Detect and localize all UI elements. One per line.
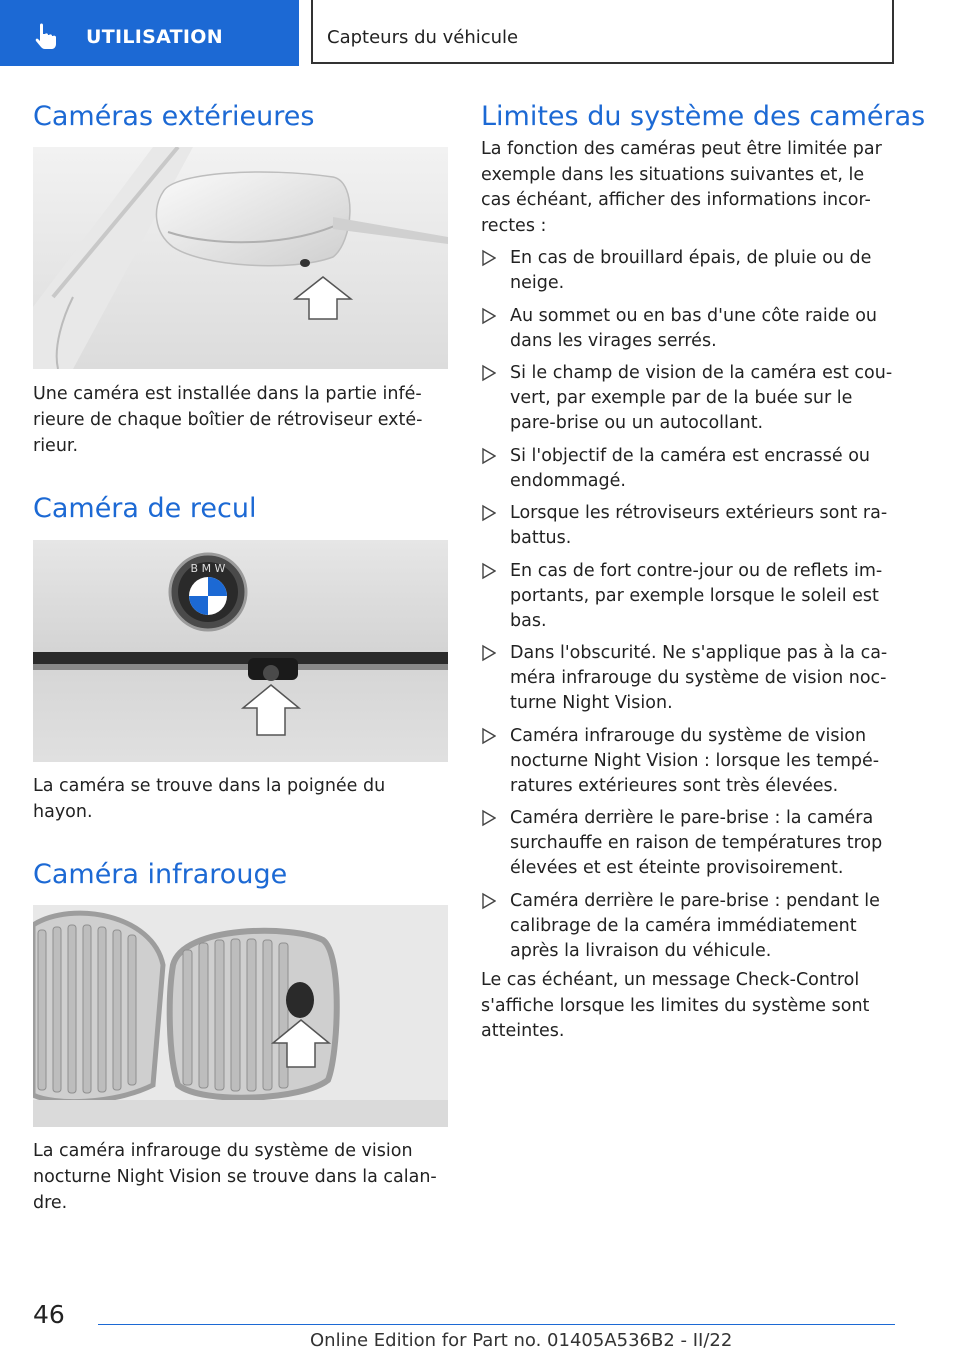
infrared-caption: La caméra infrarouge du système de vision nocturne Night Vision se trouve dans la calan- dre. [33, 1141, 437, 1213]
limits-outro: Le cas échéant, un message Check-Control s'affiche lorsque les limites du système sont atteintes. [481, 970, 870, 1041]
heading-exterior-cameras: Caméras extérieures [33, 101, 315, 132]
heading-infrared-camera: Caméra infrarouge [33, 859, 288, 890]
list-item: Lorsque les rétroviseurs extérieurs sont ra- battus. [481, 501, 901, 551]
pointing-hand-icon [30, 22, 60, 52]
bmw-logo-letters: B M W [190, 562, 226, 575]
footer-divider [98, 1324, 895, 1325]
list-item: Caméra infrarouge du système de vision nocturne Night Vision : lorsque les tempé- ratures extérieures sont très élevées. [481, 724, 901, 799]
section-title: UTILISATION [86, 26, 223, 48]
list-item: En cas de fort contre-jour ou de reflets im- portants, par exemple lorsque le soleil est bas. [481, 559, 901, 634]
heading-camera-limits: Limites du système des caméras [481, 101, 926, 132]
list-item: Caméra derrière le pare-brise : pendant le calibrage de la caméra immédiatement après la livraison du véhicule. [481, 889, 901, 964]
triangle-bullet-icon [482, 891, 496, 911]
triangle-bullet-icon [482, 726, 496, 746]
chapter-title: Capteurs du véhicule [327, 27, 519, 48]
triangle-bullet-icon [482, 808, 496, 828]
footer-edition: Online Edition for Part no. 01405A536B2 - II/22 [310, 1330, 733, 1351]
heading-rear-camera: Caméra de recul [33, 493, 257, 524]
mirror-camera-photo [33, 147, 448, 369]
triangle-bullet-icon [482, 306, 496, 326]
list-item: Au sommet ou en bas d'une côte raide ou dans les virages serrés. [481, 304, 901, 354]
triangle-bullet-icon [482, 446, 496, 466]
rear-caption: La caméra se trouve dans la poignée du hayon. [33, 776, 386, 822]
list-item: En cas de brouillard épais, de pluie ou de neige. [481, 246, 901, 296]
list-item: Dans l'obscurité. Ne s'applique pas à la ca- méra infrarouge du système de vision noc- turne Night Vision. [481, 641, 901, 716]
limits-list [481, 246, 901, 971]
list-item: Si l'objectif de la caméra est encrassé ou endommagé. [481, 444, 901, 494]
triangle-bullet-icon [482, 363, 496, 383]
rear-camera-photo [33, 540, 448, 762]
triangle-bullet-icon [482, 561, 496, 581]
chapter-header [311, 0, 894, 64]
limits-intro: La fonction des caméras peut être limitée par exemple dans les situations suivantes et, le cas échéant, afficher des informations incor- rectes : [481, 139, 882, 236]
triangle-bullet-icon [482, 503, 496, 523]
list-item: Caméra derrière le pare-brise : la caméra surchauffe en raison de températures trop élevées et est éteinte provisoirement. [481, 806, 901, 881]
infrared-camera-photo [33, 905, 448, 1127]
triangle-bullet-icon [482, 643, 496, 663]
section-header [0, 0, 299, 66]
triangle-bullet-icon [482, 248, 496, 268]
exterior-caption: Une caméra est installée dans la partie infé- rieure de chaque boîtier de rétroviseur exté- rieur. [33, 384, 423, 456]
page-number: 46 [33, 1300, 65, 1329]
list-item: Si le champ de vision de la caméra est cou- vert, par exemple par de la buée sur le pare-brise ou un autocollant. [481, 361, 901, 436]
